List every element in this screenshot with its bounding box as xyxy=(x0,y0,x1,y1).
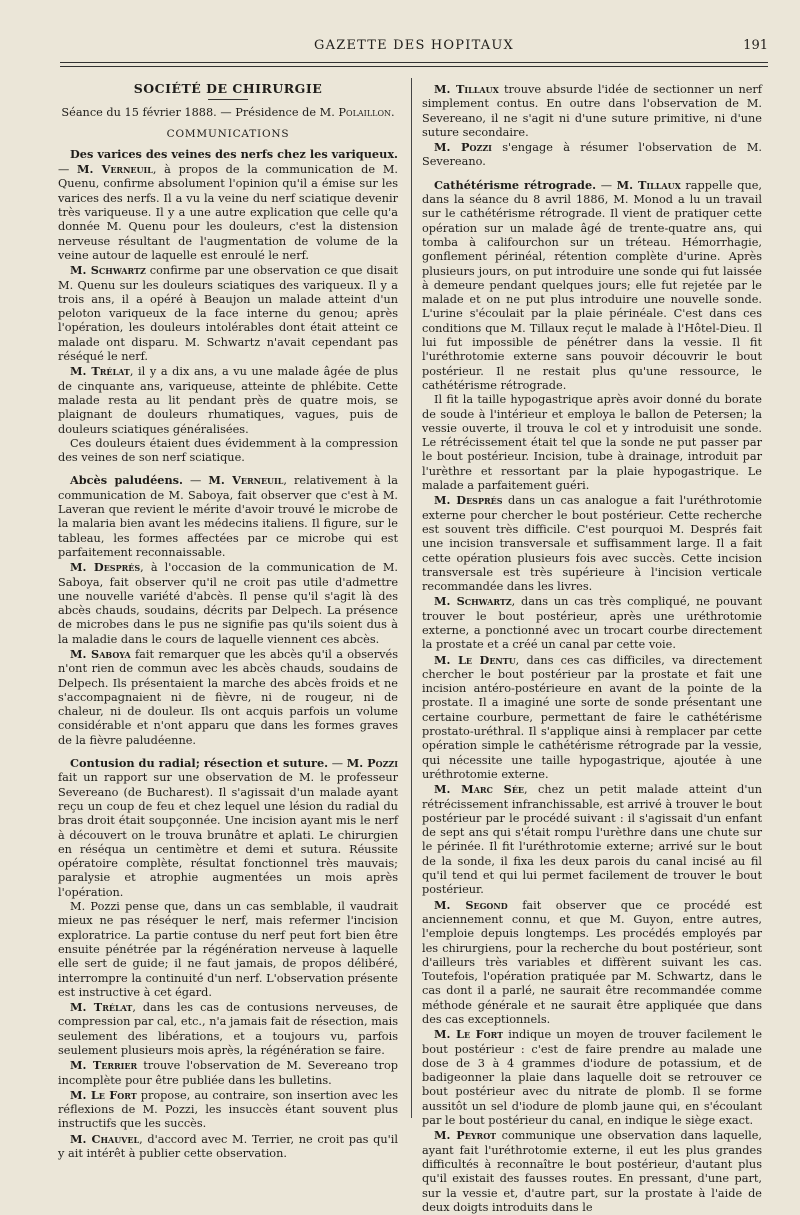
paragraph: M. Le Fort propose, au contraire, son insertion avec les réflexions de M. Pozzi, les insuccès étant souvent plus instructifs que les succès. xyxy=(58,1087,398,1131)
page-number: 191 xyxy=(743,38,768,53)
running-header xyxy=(60,38,768,56)
president-name: Polaillon xyxy=(338,106,391,120)
speaker-name: M. Le Fort xyxy=(434,1027,504,1042)
article-title: Cathétérisme rétrograde. xyxy=(434,177,597,192)
section-rule xyxy=(208,99,248,100)
column-divider xyxy=(411,78,412,1118)
speaker-name: M. Schwartz xyxy=(434,594,512,609)
paragraph: Il fit la taille hypogastrique après avoir donné du borate de soude à l'intérieur et employa le ballon de Petersen; la vessie ouverte, il trouva le col et y introduisit une sonde. Le rétrécissement était tel que la sonde ne put passer par le bout postérieur. Incision, tube à drainage, introduit par l'urèthre et ressortant par la plaie hypogastrique. Le malade a parfaitement guéri. xyxy=(422,393,762,493)
article-title: Contusion du radial; résection et suture. xyxy=(70,756,329,771)
paragraph: M. Marc Sée, chez un petit malade atteint d'un rétrécissement infranchissable, est arrivé à trouver le bout postérieur par le procédé suivant : il s'agissait d'un enfant de sept ans qui s'était rompu l'urèthre dans une chute sur le périnée. Il fit l'uréthrotomie externe; arrivé sur le bout de la sonde, il fixa les deux parois du canal incisé au fil qu'il tend et qui lui permet facilement de trouver le bout postérieur. xyxy=(422,782,762,897)
paragraph: M. Després, à l'occasion de la communication de M. Saboya, fait observer qu'il ne croit pas utile d'admettre une nouvelle variété d'abcès. Il pense qu'il s'agit là des abcès chauds, soudains, décrits par Delpech. La présence de microbes dans le pus ne signifie pas qu'ils soient dus à la maladie dans le cours de laquelle viennent ces abcès. xyxy=(58,560,398,646)
paragraph: Ces douleurs étaient dues évidemment à la compression des veines de son nerf sciatique. xyxy=(58,436,398,465)
communications-heading: COMMUNICATIONS xyxy=(166,127,290,140)
speaker-name: M. Saboya xyxy=(70,646,131,661)
paragraph: M. Després dans un cas analogue a fait l'uréthrotomie externe pour chercher le bout postérieur. Cette recherche est souvent très difficile. C'est pourquoi M. Després fait une incision transversale et suffisamment large. Il a fait cette opération plusieurs fois avec succès. Cette incision transversale est très supérieure à l'incision verticale recommandée dans les livres. xyxy=(422,493,762,594)
speaker-name: M. Verneuil xyxy=(208,473,284,488)
speaker-name: M. Després xyxy=(70,560,141,575)
speaker-name: M. Tillaux xyxy=(434,82,499,96)
speaker-name: M. Terrier xyxy=(70,1058,138,1073)
speaker-name: M. Marc Sée xyxy=(434,782,525,797)
paragraph: M. Saboya fait remarquer que les abcès qu'il a observés n'ont rien de commun avec les abcès chauds, soudains de Delpech. Ils présentaient la marche des abcès froids et ne s'accompagnaient ni de fièvre, ni de rougeur, ni de chaleur, ni de douleur. Ils ont acquis parfois un volume considérable et n'ont apparu que dans les formes graves de la fièvre paludéenne. xyxy=(58,646,398,747)
paragraph: M. Schwartz confirme par une observation ce que disait M. Quenu sur les douleurs sciatiques des variqueux. Il y a trois ans, il a opéré à Beaujon un malade atteint d'un peloton variqueux de la face interne du genou; après l'opération, les douleurs intolérables dont était atteint ce malade ont disparu. M. Schwartz n'avait cependant pas réséqué le nerf. xyxy=(58,263,398,364)
speaker-name: M. Verneuil xyxy=(77,162,153,177)
left-column xyxy=(58,82,398,1161)
paragraph: M. Le Fort indique un moyen de trouver facilement le bout postérieur : c'est de faire prendre au malade une dose de 3 à 4 grammes d'iodure de potassium, et de badigeonner la plaie dans laquelle doit se retrouver ce bout postérieur avec du nitrate de plomb. Il se forme aussitôt un sel d'iodure de plomb jaune qui, en s'écoulant par le bout postérieur du canal, en indique le siège exact. xyxy=(422,1027,763,1128)
speaker-name: M. Després xyxy=(434,493,503,508)
paragraph: M. Schwartz, dans un cas très compliqué, ne pouvant trouver le bout postérieur, après une uréthrotomie externe, a ponctionné avec un trocart courbe directement la prostate et a créé un canal par cette voie. xyxy=(422,594,763,652)
paragraph: M. Trélat, dans les cas de contusions nerveuses, de compression par cal, etc., n'a jamais fait de résection, mais seulement des libérations, et a toujours vu, parfois seulement plusieurs mois après, la régénération se faire. xyxy=(58,1000,398,1057)
speaker-name: M. Peyrot xyxy=(434,1128,497,1143)
paragraph: M. Chauvel, d'accord avec M. Terrier, ne croit pas qu'il y ait intérêt à publier cette observation. xyxy=(58,1131,398,1161)
paragraph: M. Segond fait observer que ce procédé est anciennement connu, et que M. Guyon, entre autres, l'emploie depuis longtemps. Les procédés employés par les chirurgiens, pour la recherche du bout postérieur, sont d'ailleurs très variables et diffèrent suivant les cas. Toutefois, l'opération pratiquée par M. Schwartz, dans le cas dont il a parlé, ne saurait être recommandée comme méthode générale et ne saurait être appliquée que dans des cas exceptionnels. xyxy=(422,897,762,1026)
speaker-name: M. Tillaux xyxy=(616,177,681,192)
paragraph: M. Pozzi pense que, dans un cas semblable, il vaudrait mieux ne pas réséquer le nerf, mais refermer l'incision exploratrice. La partie contuse du nerf peut fort bien être ensuite pénétrée par la régénération nerveuse à laquelle elle sert de guide; il ne faut jamais, de propos délibéré, interrompre la continuité d'un nerf. L'observation présente est instructive à cet égard. xyxy=(58,900,398,999)
paragraph: Abcès paludéens. — M. Verneuil, relativement à la communication de M. Saboya, fait observer que c'est à M. Laveran que revient le mérite d'avoir trouvé le microbe de la malaria bien avant les médecins italiens. Il figure, sur le tableau, les formes affectées par ce microbe qui est parfaitement reconnaissable. xyxy=(58,473,398,559)
speaker-name: M. Le Fort xyxy=(70,1087,137,1102)
paragraph: M. Trélat, il y a dix ans, a vu une malade âgée de plus de cinquante ans, variqueuse, atteinte de phlébite. Cette malade resta au lit pendant près de quatre mois, se plaignant de douleurs rhumatiques, vagues, puis de douleurs sciatiques généralisées. xyxy=(58,364,399,436)
speaker-name: M. Trélat xyxy=(70,1000,133,1015)
paragraph: Des varices des veines des nerfs chez les variqueux. — M. Verneuil, à propos de la communication de M. Quenu, confirme absolument l'opinion qu'il a émise sur les varices des nerfs. Il a vu la veine du nerf sciatique devenir très variqueuse. Il y a une autre explication que celle qu'a donnée M. Quenu pour les douleurs, c'est la distension nerveuse résultant de l'augmentation de volume de la veine autour de laquelle est enroulé le nerf. xyxy=(58,146,399,262)
paragraph: M. Pozzi s'engage à résumer l'observation de M. Severeano. xyxy=(422,140,762,169)
speaker-name: M. Chauvel xyxy=(70,1131,140,1146)
section-title: SOCIÉTÉ DE CHIRURGIE xyxy=(133,81,323,96)
speaker-name: M. Le Dentu xyxy=(434,652,516,667)
header-rule-double xyxy=(60,66,768,67)
article-title: Abcès paludéens. xyxy=(70,473,183,488)
right-column xyxy=(422,82,762,1215)
paragraph: M. Le Dentu, dans ces cas difficiles, va directement chercher le bout postérieur par la prostate et fait une incision antéro-postérieure en avant de la pointe de la prostate. Il a imaginé une sorte de sonde présentant une certaine courbure, permettant de faire le cathétérisme prostato-uréthral. Il s'applique ainsi à remplacer par cette opération simple le cathétérisme rétrograde par la vessie, qui nécessite une taille hypogastrique, ajoutée à une uréthrotomie externe. xyxy=(422,652,762,781)
journal-title: GAZETTE DES HOPITAUX xyxy=(314,38,514,53)
header-rule xyxy=(60,62,768,63)
speaker-name: M. Pozzi xyxy=(434,140,492,155)
article-title: Des varices des veines des nerfs chez les variqueux. xyxy=(70,146,398,161)
paragraph: M. Tillaux trouve absurde l'idée de sectionner un nerf simplement contus. En outre dans l'observation de M. Severeano, il ne s'agit ni d'une suture primitive, ni d'une suture secondaire. xyxy=(422,82,762,139)
paragraph: Contusion du radial; résection et suture. — M. Pozzi fait un rapport sur une observation de M. le professeur Severeano (de Bucharest). Il s'agissait d'un malade ayant reçu un coup de feu et chez lequel une lésion du radial du bras droit était soupçonnée. Une incision ayant mis le nerf à découvert on le trouva brunâtre et aplati. Le chirurgien en réséqua un centimètre et demi et sutura. Réussite opératoire complète, résultat fonctionnel très mauvais; paralysie et atrophie augmentées un mois après l'opération. xyxy=(58,756,399,899)
speaker-name: M. Schwartz xyxy=(70,263,146,278)
paragraph: M. Peyrot communique une observation dans laquelle, ayant fait l'uréthrotomie externe, il eut les plus grandes difficultés à reconnaître le bout postérieur, d'autant plus qu'il existait des fausses routes. En pressant, d'une part, sur la vessie et, d'autre part, sur la prostate à l'aide de deux doigts introduits dans le xyxy=(422,1128,763,1214)
session-line: Séance du 15 février 1888. — Présidence de M. Polaillon. xyxy=(61,106,395,120)
speaker-name: M. Trélat xyxy=(70,364,130,379)
paragraph: Cathétérisme rétrograde. — M. Tillaux rappelle que, dans la séance du 8 avril 1886, M. Monod a lu un travail sur le cathétérisme rétrograde. Il vient de pratiquer cette opération sur un malade âgé de trente-quatre ans, qui tomba à califourchon sur un tréteau. Hémorrhagie, gonflement périnéal, rétention complète d'urine. Après plusieurs jours, on put introduire une sonde qui fut laissée à demeure pendant quelques jours; elle fut rejetée par le malade et on ne put plus introduire une nouvelle sonde. L'urine s'écoulait par la plaie périnéale. C'est dans ces conditions que M. Tillaux reçut le malade à l'Hôtel-Dieu. Il lui fut impossible de pénétrer dans la vessie. Il fit l'uréthrotomie externe sans pouvoir découvrir le bout postérieur. Il ne restait plus qu'une ressource, le cathétérisme rétrograde. xyxy=(422,177,762,392)
speaker-name: M. Pozzi xyxy=(346,756,399,771)
paragraph: M. Terrier trouve l'observation de M. Severeano trop incomplète pour être publiée dans les bulletins. xyxy=(58,1058,398,1087)
speaker-name: M. Segond xyxy=(434,897,508,912)
